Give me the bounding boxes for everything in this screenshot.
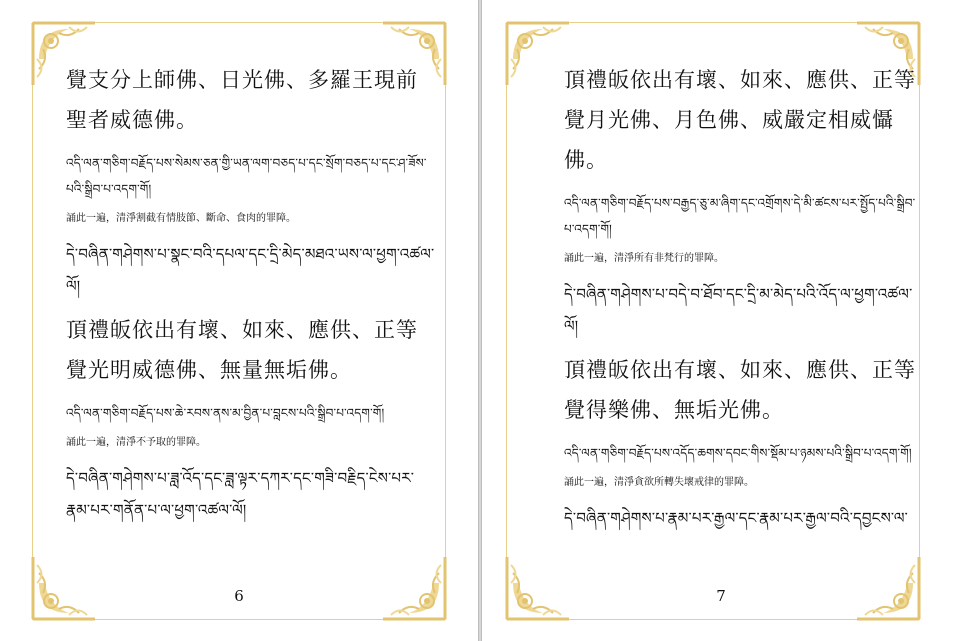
tibetan-verse: དེ་བཞིན་གཤེགས་པ་སྣང་བའི་དཔལ་དང་དྲི་མེད་མཐའ་ཡས་ལ་ཕྱག་འཚལ་ལོ། <box>66 245 435 295</box>
page-content <box>564 60 924 542</box>
chinese-note: 誦此一遍，清淨所有非梵行的罪障。 <box>564 253 724 264</box>
tibetan-text: འདི་ལན་གཅིག་བརྗོད་པས་བརྒྱད་ཅུ་མ་ཞིག་དང་འགྲོགས་དེ་མི་ཚངས་པར་སྤྱོད་པའི་སྒྲིབ་པ་འདག་གོ། <box>564 196 916 236</box>
page-right <box>482 0 960 641</box>
page-left <box>0 0 478 641</box>
page-number: 6 <box>234 587 244 605</box>
corner-ornament-icon <box>503 19 573 89</box>
tibetan-text: འདི་ལན་གཅིག་བརྗོད་པས་སེམས་ཅན་གྱི་ཡན་ལག་བཅད་པ་དང་སྲོག་བཅད་པ་དང་ཤ་ཟོས་པའི་སྒྲིབ་པ་འདག་གོ། <box>66 156 427 196</box>
chinese-verse: 頂禮皈依出有壞、如來、應供、正等覺得樂佛、無垢光佛。 <box>564 358 916 422</box>
tibetan-text: འདི་ལན་གཅིག་བརྗོད་པས་ཆེ་རབས་ནས་མ་བྱིན་པ་བླངས་པའི་སྒྲིབ་པ་འདག་གོ། <box>66 406 385 420</box>
page-content <box>66 60 436 534</box>
tibetan-verse: དེ་བཞིན་གཤེགས་པ་བདེ་བ་ཐོབ་དང་དྲི་མ་མེད་པའི་འོད་ལ་ཕྱག་འཚལ་ལོ། <box>564 285 913 335</box>
page-number: 7 <box>716 587 726 605</box>
tibetan-text: འདི་ལན་གཅིག་བརྗོད་པས་འདོད་ཆགས་དབང་གིས་སྡོམ་པ་ཉམས་པའི་སྒྲིབ་པ་འདག་གོ། <box>564 446 912 460</box>
chinese-note: 誦此一遍，清淨不予取的罪障。 <box>66 437 206 448</box>
tibetan-verse: དེ་བཞིན་གཤེགས་པ་ཟླ་འོད་དང་ཟླ་ལྟར་དཀར་དང་གཟི་བརྗིད་ངེས་པར་རྣམ་པར་གནོན་པ་ལ་ཕྱག་འཚལ་ལོ། <box>66 469 415 519</box>
chinese-verse: 覺支分上師佛、日光佛、多羅王現前聖者威德佛。 <box>66 68 418 132</box>
tibetan-verse: དེ་བཞིན་གཤེགས་པ་རྣམ་པར་རྒྱལ་དང་རྣམ་པར་རྒྱལ་བའི་དབྱངས་ལ་ <box>564 509 908 527</box>
chinese-verse: 頂禮皈依出有壞、如來、應供、正等覺月光佛、月色佛、威嚴定相威懾佛。 <box>564 68 916 172</box>
chinese-note: 誦此一遍，清淨割截有情肢節、斷命、食肉的罪障。 <box>66 213 296 224</box>
chinese-note: 誦此一遍，清淨貪欲所轉失壞戒律的罪障。 <box>564 477 754 488</box>
chinese-verse: 頂禮皈依出有壞、如來、應供、正等覺光明威德佛、無量無垢佛。 <box>66 318 418 382</box>
